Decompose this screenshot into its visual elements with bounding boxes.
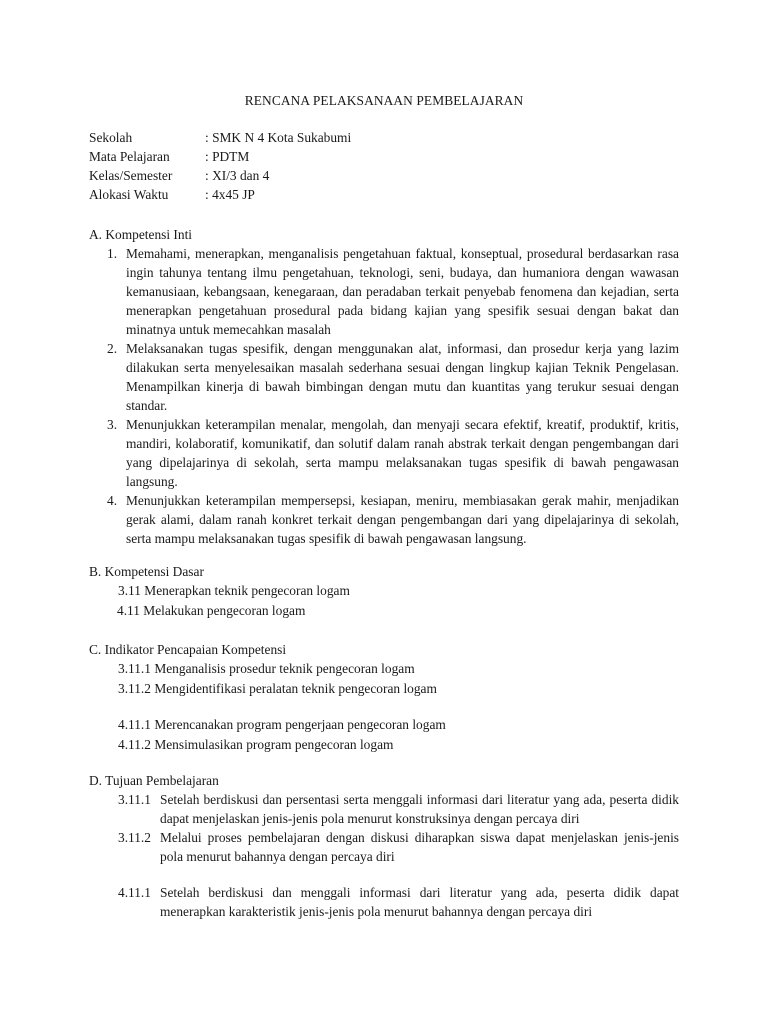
section-heading: C. Indikator Pencapaian Kompetensi: [89, 642, 287, 657]
item-text: Memahami, menerapkan, menganalisis pengetahuan faktual, konseptual, prosedural berdasarkan rasa ingin tahunya tentang ilmu pengetahuan, teknologi, seni, budaya, dan humaniora dengan wawasan kemanusiaan, kebangsaan, kenegaraan, dan peradaban terkait penyebab fenomena dan kejadian, serta menerapkan pengetahuan prosedural pada bidang kajian yang spesifik sesuai dengan bakat dan minatnya untuk memecahkan masalah: [126, 246, 679, 337]
info-row-mata-pelajaran: [89, 147, 351, 166]
list-item: 3.11 Menerapkan teknik pengecoran logam: [118, 583, 350, 598]
spacer: [89, 866, 679, 883]
section-kompetensi-inti: [89, 225, 679, 548]
item-text: Setelah berdiskusi dan menggali informasi dari literatur yang ada, peserta didik dapat menerapkan karakteristik jenis-jenis pola menurut bahannya dengan percaya diri: [160, 885, 679, 919]
list-item: [89, 415, 679, 491]
info-row-alokasi-waktu: [89, 185, 351, 204]
info-row-sekolah: [89, 128, 351, 147]
list-item: [89, 883, 679, 921]
info-value: : XI/3 dan 4: [205, 168, 270, 183]
info-row-kelas-semester: [89, 166, 351, 185]
item-number: 3.11.1: [118, 792, 151, 807]
info-value: : 4x45 JP: [205, 187, 255, 202]
list-item: [89, 828, 679, 866]
list-item: 3.11.2 Mengidentifikasi peralatan teknik pengecoran logam: [118, 680, 437, 696]
info-label: Sekolah: [89, 130, 133, 145]
item-number: 1.: [107, 246, 118, 261]
list-item: 3.11.1 Menganalisis prosedur teknik pengecoran logam: [118, 661, 415, 676]
list-item: [89, 491, 679, 548]
item-number: 3.: [107, 417, 118, 432]
item-text: Melaksanakan tugas spesifik, dengan menggunakan alat, informasi, dan prosedur kerja yang lazim dilakukan serta menyelesaikan masalah sederhana sesuai dengan lingkup kajian Teknik Pengelasan. Menampilkan kinerja di bawah bimbingan dengan mutu dan kuantitas yang terukur sesuai dengan standar.: [126, 341, 679, 413]
document-title: RENCANA PELAKSANAAN PEMBELAJARAN: [244, 93, 524, 108]
item-text: Setelah berdiskusi dan persentasi serta menggali informasi dari literatur yang ada, peserta didik dapat menjelaskan jenis-jenis pola menurut konstruksinya dengan percaya diri: [160, 792, 679, 826]
info-value: : PDTM: [205, 149, 250, 164]
list-item: 4.11.2 Mensimulasikan program pengecoran logam: [118, 736, 394, 752]
list-item: [89, 339, 679, 415]
info-value: : SMK N 4 Kota Sukabumi: [205, 130, 352, 145]
info-label: Kelas/Semester: [89, 168, 173, 183]
section-heading: A. Kompetensi Inti: [89, 227, 193, 242]
spacer: [89, 698, 679, 715]
item-number: 2.: [107, 341, 118, 356]
item-text: Menunjukkan keterampilan mempersepsi, kesiapan, meniru, membiasakan gerak mahir, menjadikan gerak alami, dalam ranah konkret terkait dengan pengembangan dari yang dipelajarinya di sekolah, serta mampu melaksanakan tugas spesifik di bawah pengawasan langsung.: [126, 493, 679, 546]
list-item: [89, 244, 679, 339]
list-item: [89, 790, 679, 828]
section-kompetensi-dasar: [89, 562, 679, 620]
info-label: Mata Pelajaran: [89, 149, 170, 164]
list-item: 4.11 Melakukan pengecoran logam: [117, 602, 306, 618]
section-heading: B. Kompetensi Dasar: [89, 564, 204, 579]
item-number: 3.11.2: [118, 830, 151, 845]
identity-block: [89, 128, 351, 204]
section-tujuan-pembelajaran: [89, 771, 679, 921]
info-label: Alokasi Waktu: [89, 187, 169, 202]
item-text: Menunjukkan keterampilan menalar, mengolah, dan menyaji secara efektif, kreatif, produktif, kritis, mandiri, kolaboratif, komunikatif, dan solutif dalam ranah abstrak terkait dengan pengembangan dari yang dipelajarinya di sekolah, serta mampu melaksanakan tugas spesifik di bawah pengawasan langsung.: [126, 417, 679, 489]
item-number: 4.11.1: [118, 885, 151, 900]
item-number: 4.: [107, 493, 118, 508]
kompetensi-inti-list: [89, 244, 679, 548]
section-indikator: [89, 640, 679, 754]
section-heading: D. Tujuan Pembelajaran: [89, 773, 219, 788]
list-item: 4.11.1 Merencanakan program pengerjaan pengecoran logam: [118, 717, 446, 732]
item-text: Melalui proses pembelajaran dengan diskusi diharapkan siswa dapat menjelaskan jenis-jenis pola menurut bahannya dengan percaya diri: [160, 830, 679, 864]
